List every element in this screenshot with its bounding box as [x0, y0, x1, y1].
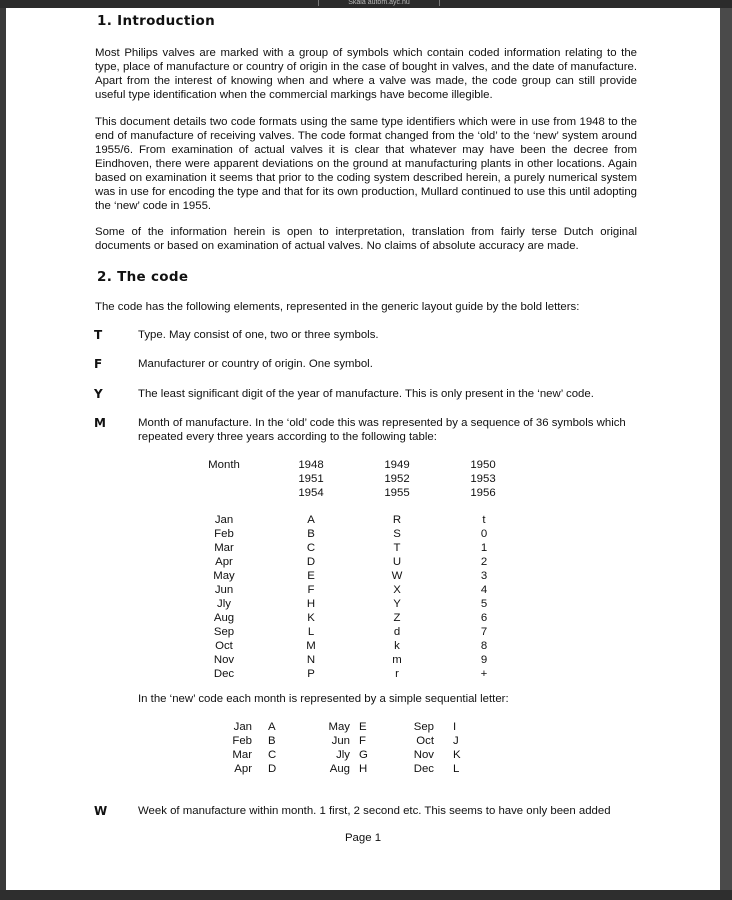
month-cell: Jan [214, 514, 234, 526]
code-cell: L [307, 626, 315, 638]
letter-cell: F [359, 735, 366, 747]
year-cell: 1956 [470, 487, 496, 499]
new-table-months-2 [324, 720, 350, 776]
letter-cell: D [268, 763, 277, 775]
month-cell: Oct [416, 735, 434, 747]
code-cell: d [393, 626, 401, 638]
element-text-f: Manufacturer or country of origin. One symbol. [138, 358, 373, 370]
month-cell: Apr [234, 763, 252, 775]
month-cell: May [328, 721, 350, 733]
element-text-w: Week of manufacture within month. 1 first, 2 second etc. This seems to have only been added [138, 805, 611, 817]
code-cell: Z [393, 612, 401, 624]
letter-cell: E [359, 721, 367, 733]
month-cell: Dec [213, 668, 235, 680]
code-cell: R [392, 514, 402, 526]
month-cell: May [213, 570, 235, 582]
section-heading-code: 2. The code [97, 269, 189, 285]
month-cell: Oct [215, 640, 233, 652]
new-table-letters-1 [268, 720, 284, 776]
year-cell: 1951 [298, 473, 324, 485]
month-cell: Sep [413, 721, 434, 733]
code-cell: 1 [480, 542, 488, 554]
code-cell: U [392, 556, 402, 568]
code-cell: 5 [480, 598, 488, 610]
letter-cell: I [453, 721, 457, 733]
month-cell: Aug [213, 612, 235, 624]
letter-cell: J [453, 735, 459, 747]
letter-cell: A [268, 721, 276, 733]
element-letter-f: F [94, 357, 103, 371]
code-cell: t [482, 514, 486, 526]
year-cell: 1950 [470, 459, 496, 471]
old-table-years-col-3 [453, 458, 513, 500]
new-table-months-1 [228, 720, 252, 776]
element-letter-t: T [94, 328, 103, 342]
year-cell: 1955 [384, 487, 410, 499]
element-text-y: The least significant digit of the year of manufacture. This is only present in the ‘new’ code. [138, 388, 594, 400]
code-cell: 7 [480, 626, 488, 638]
intro-paragraph-1: Most Philips valves are marked with a group of symbols which contain coded information relating to the type, place of manufacture or country of origin in the case of bought in valves, and the date of manufacture. Apart from the interest of knowing when and where a valve was made, the code group can still provide useful type identification when the commercial markings have become illegible. [95, 47, 637, 101]
code-cell: H [306, 598, 316, 610]
code-cell: S [393, 528, 401, 540]
letter-cell: H [359, 763, 368, 775]
letter-cell: L [453, 763, 460, 775]
code-cell: T [393, 542, 401, 554]
document-page [6, 8, 720, 890]
code-cell: m [392, 654, 402, 666]
code-cell: F [307, 584, 315, 596]
month-cell: Jly [217, 598, 231, 610]
element-text-t: Type. May consist of one, two or three symbols. [138, 329, 379, 341]
code-cell: P [307, 668, 315, 680]
month-cell: Dec [413, 763, 434, 775]
viewer-tab[interactable]: Skala autom.ayc.nu [318, 0, 440, 6]
code-cell: Y [393, 598, 401, 610]
letter-cell: C [268, 749, 277, 761]
month-cell: Feb [214, 528, 234, 540]
code-cell: + [480, 668, 488, 680]
code-cell: 4 [480, 584, 488, 596]
element-letter-w: W [94, 804, 108, 818]
code-cell: B [307, 528, 315, 540]
code-cell: K [307, 612, 315, 624]
new-table-months-3 [408, 720, 434, 776]
year-cell: 1953 [470, 473, 496, 485]
month-cell: Nov [413, 749, 434, 761]
code-cell: 9 [480, 654, 488, 666]
element-letter-y: Y [94, 387, 103, 401]
code-cell: N [306, 654, 316, 666]
month-cell: Mar [214, 542, 234, 554]
old-table-code-column-3 [469, 513, 499, 681]
month-cell: Feb [232, 735, 252, 747]
old-table-code-column-1 [296, 513, 326, 681]
year-cell: 1954 [298, 487, 324, 499]
old-table-years-col-1 [281, 458, 341, 500]
code-cell: W [391, 570, 403, 582]
code-cell: A [307, 514, 315, 526]
viewer-top-bar [0, 0, 732, 8]
old-table-month-column [199, 513, 249, 681]
viewer-bottom-bar [0, 890, 732, 900]
year-cell: 1949 [384, 459, 410, 471]
month-cell: Sep [213, 626, 235, 638]
new-code-text: In the ‘new’ code each month is represented by a simple sequential letter: [138, 693, 509, 705]
old-table-code-column-2 [382, 513, 412, 681]
letter-cell: B [268, 735, 276, 747]
month-cell: Nov [213, 654, 235, 666]
letter-cell: K [453, 749, 461, 761]
new-table-letters-3 [453, 720, 469, 776]
code-intro-text: The code has the following elements, represented in the generic layout guide by the bold letters: [95, 301, 580, 313]
month-cell: Jly [336, 749, 350, 761]
intro-paragraph-2: This document details two code formats using the same type identifiers which were in use from 1948 to the end of manufacture of receiving valves. The code format changed from the ‘old’ to the ‘new’ system around 1955/6. From examination of actual valves it is clear that whatever may have been the decree from Eindhoven, there were apparent deviations on the ground at manufacturing plants in other locations. Again based on examination it seems that prior to the coding system described herein, a purely numerical system was in use for encoding the type and that for its own production, Mullard continued to use this until adopting the ‘new’ code in 1955. [95, 116, 637, 212]
month-cell: Jun [331, 735, 350, 747]
month-cell: Apr [215, 556, 233, 568]
old-table-month-header: Month [208, 459, 240, 471]
month-cell: Jan [233, 721, 252, 733]
month-cell: Mar [232, 749, 252, 761]
old-table-years-col-2 [367, 458, 427, 500]
letter-cell: G [359, 749, 368, 761]
month-cell: Jun [214, 584, 234, 596]
code-cell: k [394, 640, 400, 652]
element-letter-m: M [94, 416, 106, 430]
page-number: Page 1 [344, 832, 382, 844]
code-cell: E [307, 570, 315, 582]
code-cell: 6 [480, 612, 488, 624]
code-cell: M [306, 640, 316, 652]
intro-paragraph-3: Some of the information herein is open to interpretation, translation from fairly terse Dutch original documents or based on examination of actual valves. No claims of absolute accuracy are made. [95, 226, 637, 252]
code-cell: C [306, 542, 316, 554]
year-cell: 1952 [384, 473, 410, 485]
new-table-letters-2 [359, 720, 375, 776]
code-cell: 8 [480, 640, 488, 652]
code-cell: X [393, 584, 401, 596]
viewer-scrollbar[interactable] [720, 8, 732, 890]
year-cell: 1948 [298, 459, 324, 471]
month-cell: Aug [329, 763, 350, 775]
code-cell: 2 [480, 556, 488, 568]
code-cell: D [306, 556, 316, 568]
element-text-m: Month of manufacture. In the ‘old’ code this was represented by a sequence of 36 symbols which repeated every three years according to the following table: [138, 417, 626, 443]
code-cell: r [395, 668, 399, 680]
code-cell: 3 [480, 570, 488, 582]
code-cell: 0 [480, 528, 488, 540]
section-heading-introduction: 1. Introduction [97, 13, 215, 29]
